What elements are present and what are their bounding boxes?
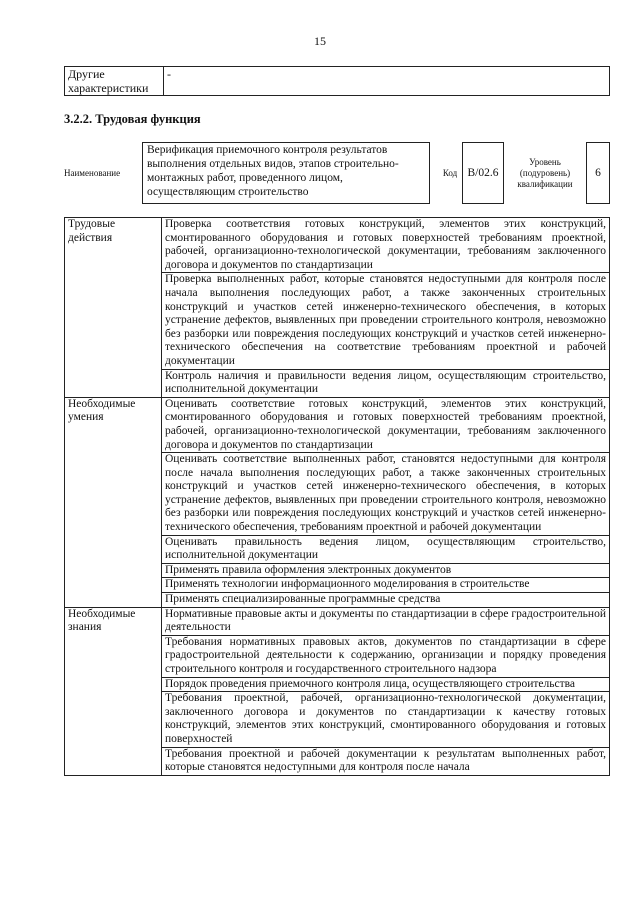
page-number: 15 [314,34,326,48]
section-title: 3.2.2. Трудовая функция [64,112,201,126]
table-row [65,397,610,452]
group-item: Применять правила оформления электронных документов [162,563,610,578]
table-row [65,218,610,273]
group-label: Трудовые действия [65,218,162,398]
labor-function-table [64,217,610,776]
group-label: Необходимые умения [65,397,162,607]
function-level: 6 [587,143,610,204]
group-item: Оценивать соответствие выполненных работ, становятся недоступными для контроля после начала выполнения последующих работ, а также законченных строительных конструкций и участков сетей инженерно-технического обеспечения, в которых устранение дефектов, выявленных при проведении строительного контроля, невозможно без разборки или повреждения последующих конструкций и участков сетей инженерно-технического обеспечения, требованиям проектной и рабочей документации [162,453,610,536]
function-header [64,142,610,204]
other-label: Другие характеристики [65,67,164,96]
group-item: Оценивать соответствие готовых конструкций, элементов этих конструкций, смонтированного оборудования и готовых поверхностей требованиям проектной, рабочей, организационно-технологической документации, требованиям заключенного договора и документов по стандартизации [162,397,610,452]
group-item: Порядок проведения приемочного контроля лица, осуществляющего строительства [162,677,610,692]
group-item: Оценивать правильность ведения лицом, осуществляющим строительство, исполнительной документации [162,535,610,563]
group-item: Проверка соответствия готовых конструкций, элементов этих конструкций, смонтированного оборудования и готовых поверхностей требованиям проектной, рабочей, организационно-технологической документации, требованиям заключенного договора и документов по стандартизации [162,218,610,273]
function-code: В/02.6 [463,143,504,204]
other-value: - [164,67,610,96]
function-name: Верификация приемочного контроля результатов выполнения отдельных видов, этапов строительно-монтажных работ, проведенного лицом, осуществляющим строительство [143,143,430,204]
group-item: Требования проектной и рабочей документации к результатам выполненных работ, которые становятся недоступными для контроля после начала [162,747,610,775]
group-item: Нормативные правовые акты и документы по стандартизации в сфере градостроительной деятельности [162,607,610,635]
group-item: Контроль наличия и правильности ведения лицом, осуществляющим строительство, исполнительной документации [162,369,610,397]
group-label: Необходимые знания [65,607,162,775]
other-characteristics-table [64,66,610,96]
group-item: Проверка выполненных работ, которые становятся недоступными для контроля после начала выполнения последующих работ, а также законченных строительных конструкций и участков сетей инженерно-технического обеспечения, в которых устранение дефектов, выявленных при проведении строительного контроля, невозможно без разборки или повреждения последующих конструкций и участков сетей инженерно-технического обеспечения на соответствие требованиям проектной и рабочей документации [162,273,610,369]
group-item: Требования нормативных правовых актов, документов по стандартизации в сфере градостроительной деятельности к содержанию, организации и порядку проведения строительного контроля и государственного строительного надзора [162,635,610,677]
code-label: Код [442,167,458,178]
group-item: Требования проектной, рабочей, организационно-технологической документации, заключенного договора и документов по стандартизации к качеству готовых конструкций, элементов этих конструкций, смонтированного оборудования и готовых поверхностей [162,692,610,747]
group-item: Применять специализированные программные средства [162,593,610,608]
name-label: Наименование [64,167,121,178]
table-row [65,607,610,635]
group-item: Применять технологии информационного моделирования в строительстве [162,578,610,593]
level-label: Уровень (подуровень) квалификации [517,156,573,189]
